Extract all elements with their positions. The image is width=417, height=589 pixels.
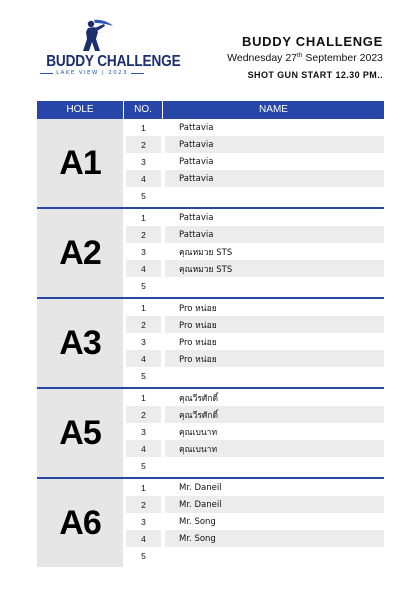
table-row bbox=[126, 530, 384, 547]
hole-group bbox=[37, 297, 384, 387]
row-number: 3 bbox=[141, 246, 146, 257]
row-number: 5 bbox=[141, 370, 146, 381]
table-row bbox=[126, 479, 384, 496]
pairing-table bbox=[37, 101, 384, 567]
logo-subtitle-text: LAKE VIEW | 2023 bbox=[56, 70, 128, 76]
cell-gap bbox=[161, 367, 165, 384]
table-row bbox=[126, 440, 384, 457]
hole-label: A6 bbox=[37, 479, 123, 567]
table-row bbox=[126, 350, 384, 367]
table-row bbox=[126, 209, 384, 226]
hole-group bbox=[37, 207, 384, 297]
row-number: 2 bbox=[141, 499, 146, 510]
player-name: คุณหมวย STS bbox=[179, 247, 233, 258]
row-number: 1 bbox=[141, 392, 146, 403]
event-logo bbox=[40, 18, 181, 88]
table-row bbox=[126, 277, 384, 294]
logo-title: BUDDY CHALLENGE bbox=[46, 53, 181, 70]
column-hole: HOLE bbox=[66, 104, 94, 115]
row-number: 2 bbox=[141, 139, 146, 150]
row-number: 5 bbox=[141, 460, 146, 471]
table-row bbox=[126, 170, 384, 187]
table-row bbox=[126, 316, 384, 333]
hole-label: A3 bbox=[37, 299, 123, 387]
cell-gap bbox=[161, 457, 165, 474]
player-name: Pattavia bbox=[179, 173, 214, 184]
row-number: 2 bbox=[141, 229, 146, 240]
player-rows bbox=[126, 119, 384, 207]
player-name: Pattavia bbox=[179, 156, 214, 167]
row-number: 3 bbox=[141, 156, 146, 167]
player-name: Pattavia bbox=[179, 212, 214, 223]
hole-group bbox=[37, 477, 384, 567]
row-number: 5 bbox=[141, 190, 146, 201]
table-row bbox=[126, 136, 384, 153]
row-number: 1 bbox=[141, 482, 146, 493]
table-row bbox=[126, 226, 384, 243]
row-number: 2 bbox=[141, 409, 146, 420]
table-row bbox=[126, 333, 384, 350]
row-number: 1 bbox=[141, 122, 146, 133]
row-number: 1 bbox=[141, 302, 146, 313]
date-suffix: September 2023 bbox=[302, 52, 383, 64]
table-row bbox=[126, 243, 384, 260]
player-name: Pro หน่อย bbox=[179, 320, 217, 331]
table-row bbox=[126, 406, 384, 423]
player-name: คุณหมวย STS bbox=[179, 264, 233, 275]
row-number: 2 bbox=[141, 319, 146, 330]
row-number: 1 bbox=[141, 212, 146, 223]
player-name: คุณเบนาท bbox=[179, 444, 218, 455]
row-number: 3 bbox=[141, 426, 146, 437]
logo-subtitle bbox=[40, 70, 144, 76]
player-name: Mr. Daneil bbox=[179, 499, 222, 510]
player-name: Pattavia bbox=[179, 139, 214, 150]
logo-rule-right bbox=[131, 73, 144, 74]
table-row bbox=[126, 119, 384, 136]
cell-gap bbox=[161, 547, 165, 564]
hole-group bbox=[37, 119, 384, 207]
table-row bbox=[126, 367, 384, 384]
row-number: 5 bbox=[141, 550, 146, 561]
table-row bbox=[126, 187, 384, 204]
player-name: คุณวีรศักดิ์ bbox=[179, 410, 218, 421]
cell-gap bbox=[161, 277, 165, 294]
table-row bbox=[126, 153, 384, 170]
row-number: 4 bbox=[141, 173, 146, 184]
hole-label: A5 bbox=[37, 389, 123, 477]
player-name: Mr. Daneil bbox=[179, 482, 222, 493]
player-name: Pattavia bbox=[179, 122, 214, 133]
hole-group bbox=[37, 387, 384, 477]
player-rows bbox=[126, 299, 384, 387]
table-header bbox=[37, 101, 384, 119]
player-name: Pro หน่อย bbox=[179, 354, 217, 365]
player-name: Mr. Song bbox=[179, 516, 216, 527]
player-rows bbox=[126, 209, 384, 297]
row-number: 4 bbox=[141, 353, 146, 364]
player-name: คุณวีรศักดิ์ bbox=[179, 393, 218, 404]
hole-label: A1 bbox=[37, 119, 123, 207]
logo-rule-left bbox=[40, 73, 53, 74]
column-no: NO. bbox=[123, 101, 163, 119]
row-number: 4 bbox=[141, 533, 146, 544]
player-rows bbox=[126, 389, 384, 477]
column-name: NAME bbox=[259, 104, 288, 115]
table-row bbox=[126, 547, 384, 564]
player-name: คุณเบนาท bbox=[179, 427, 218, 438]
golfer-icon bbox=[69, 18, 115, 52]
row-number: 4 bbox=[141, 443, 146, 454]
row-number: 4 bbox=[141, 263, 146, 274]
cell-gap bbox=[161, 187, 165, 204]
event-title: BUDDY CHALLENGE bbox=[242, 34, 383, 49]
player-name: Pattavia bbox=[179, 229, 214, 240]
table-row bbox=[126, 260, 384, 277]
table-row bbox=[126, 423, 384, 440]
date-ordinal: th bbox=[297, 52, 303, 59]
table-row bbox=[126, 389, 384, 406]
date-prefix: Wednesday 27 bbox=[227, 52, 298, 64]
table-row bbox=[126, 496, 384, 513]
start-info: SHOT GUN START 12.30 PM.. bbox=[247, 70, 383, 80]
player-rows bbox=[126, 479, 384, 567]
row-number: 3 bbox=[141, 516, 146, 527]
player-name: Mr. Song bbox=[179, 533, 216, 544]
table-body bbox=[37, 119, 384, 567]
table-row bbox=[126, 513, 384, 530]
row-number: 3 bbox=[141, 336, 146, 347]
table-row bbox=[126, 299, 384, 316]
hole-label: A2 bbox=[37, 209, 123, 297]
player-name: Pro หน่อย bbox=[179, 337, 217, 348]
event-date bbox=[227, 52, 383, 64]
table-row bbox=[126, 457, 384, 474]
player-name: Pro หน่อย bbox=[179, 303, 217, 314]
row-number: 5 bbox=[141, 280, 146, 291]
